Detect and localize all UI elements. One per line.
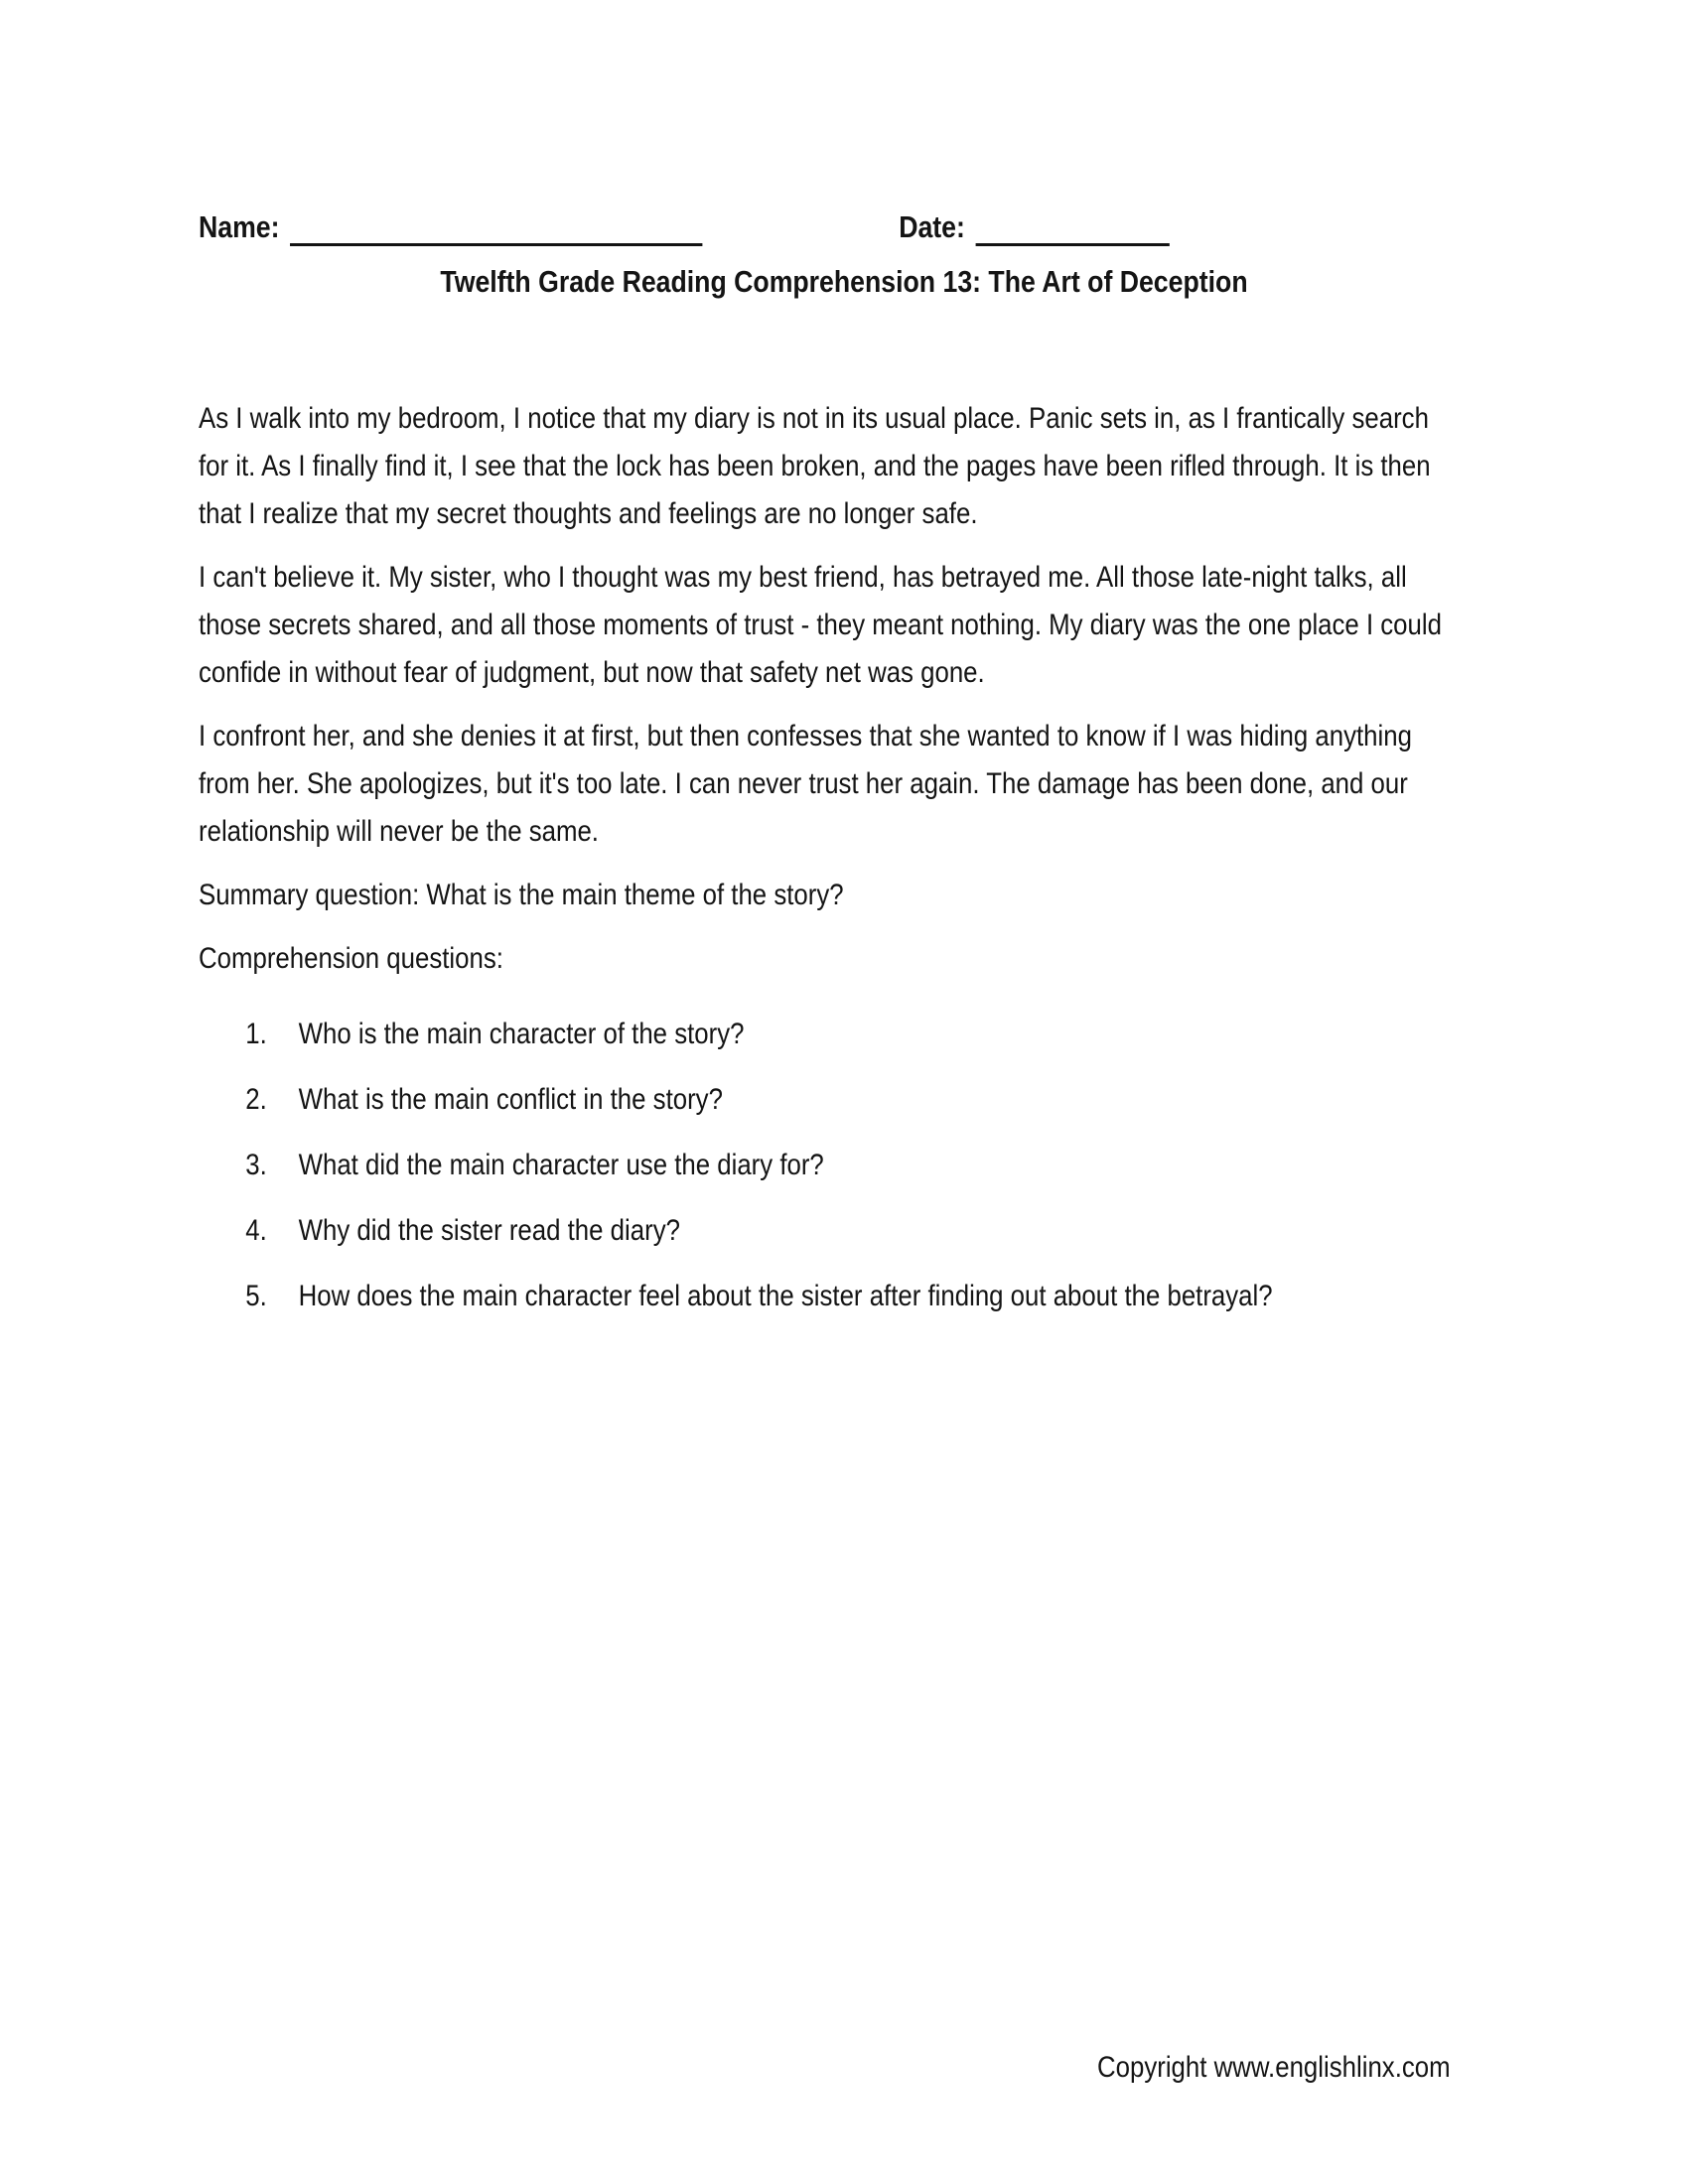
name-field [199,206,702,248]
date-blank-line [975,215,1169,246]
question-item [199,1076,1446,1124]
question-number: 1. [245,1018,267,1050]
name-blank-line [290,215,702,246]
question-number: 4. [245,1214,267,1247]
question-item [199,1011,1446,1058]
question-number: 2. [245,1083,267,1116]
question-number: 3. [245,1149,267,1181]
story-paragraph: I confront her, and she denies it at first, but then confesses that she wanted to know if I was hiding anything from her. She apologizes, but it's too late. I can never trust her again. The damage has been done, and our relationship will never be the same. [199,720,1412,848]
question-text: Who is the main character of the story? [298,1018,745,1050]
question-item [199,1207,1446,1255]
story-paragraph: As I walk into my bedroom, I notice that my diary is not in its usual place. Panic sets in, as I frantically search for it. As I finally find it, I see that the lock has been broken, and the pages have been rifled through. It is then that I realize that my secret thoughts and feelings are no longer safe. [199,402,1431,530]
worksheet-body [199,395,1446,1338]
comprehension-questions-list [199,1011,1446,1320]
date-label: Date: [899,209,965,244]
question-text: What is the main conflict in the story? [298,1083,723,1116]
comprehension-questions-label: Comprehension questions: [199,942,503,975]
question-text: Why did the sister read the diary? [298,1214,680,1247]
question-text: What did the main character use the diary for? [298,1149,824,1181]
question-text: How does the main character feel about the sister after finding out about the betrayal? [298,1280,1273,1312]
summary-question: Summary question: What is the main theme of the story? [199,879,844,911]
question-item [199,1273,1446,1320]
story-paragraph: I can't believe it. My sister, who I thought was my best friend, has betrayed me. All those late-night talks, all those secrets shared, and all those moments of trust - they meant nothing. My diary was the one place I could confide in without fear of judgment, but now that safety net was gone. [199,561,1442,689]
name-label: Name: [199,209,280,244]
question-item [199,1142,1446,1189]
date-field [899,206,1169,248]
copyright-footer: Copyright www.englishlinx.com [1097,2051,1451,2084]
question-number: 5. [245,1280,267,1312]
page-title: Twelfth Grade Reading Comprehension 13: The Art of Deception [440,264,1248,299]
